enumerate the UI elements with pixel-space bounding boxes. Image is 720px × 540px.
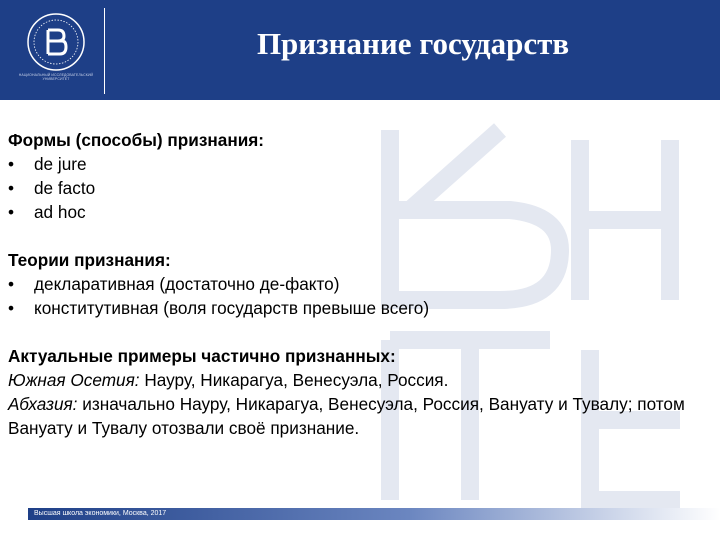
list-item: • ad hoc bbox=[8, 202, 86, 222]
bullet-icon: • bbox=[8, 178, 15, 198]
list-item: • de jure bbox=[8, 154, 87, 174]
bullet-icon: • bbox=[8, 274, 15, 294]
footer bbox=[0, 508, 720, 522]
header-bar bbox=[0, 0, 720, 100]
bullet-icon: • bbox=[8, 202, 15, 222]
slide-body bbox=[8, 128, 708, 464]
list-item: • de facto bbox=[8, 178, 96, 198]
forms-section bbox=[8, 128, 708, 224]
bullet-icon: • bbox=[8, 298, 15, 318]
abkhazia-text: изначально Науру, Никарагуа, Венесуэла, Россия, Вануату и Тувалу; потом Вануату и Тувалу отозвали своё признание. bbox=[8, 394, 685, 438]
abkhazia-label: Абхазия: bbox=[8, 394, 78, 414]
page-title: Признание государств bbox=[256, 26, 570, 61]
list-item: • конститутивная (воля государств превыше всего) bbox=[8, 298, 430, 318]
examples-section bbox=[8, 344, 708, 440]
south-ossetia-text: Науру, Никарагуа, Венесуэла, Россия. bbox=[139, 370, 449, 390]
abkhazia-line bbox=[8, 392, 708, 440]
header-divider bbox=[104, 8, 105, 94]
theories-section bbox=[8, 248, 708, 320]
footer-text: Высшая школа экономики, Москва, 2017 bbox=[34, 510, 167, 517]
list-item: • декларативная (достаточно де-факто) bbox=[8, 274, 340, 294]
forms-heading: Формы (способы) признания: bbox=[8, 130, 265, 150]
south-ossetia-line bbox=[8, 368, 708, 392]
examples-heading: Актуальные примеры частично признанных: bbox=[8, 346, 396, 366]
logo-caption: НАЦИОНАЛЬНЫЙ ИССЛЕДОВАТЕЛЬСКИЙ УНИВЕРСИТЕТ bbox=[18, 73, 94, 81]
bullet-icon: • bbox=[8, 154, 15, 174]
theories-heading: Теории признания: bbox=[8, 250, 171, 270]
south-ossetia-label: Южная Осетия: bbox=[8, 370, 140, 390]
